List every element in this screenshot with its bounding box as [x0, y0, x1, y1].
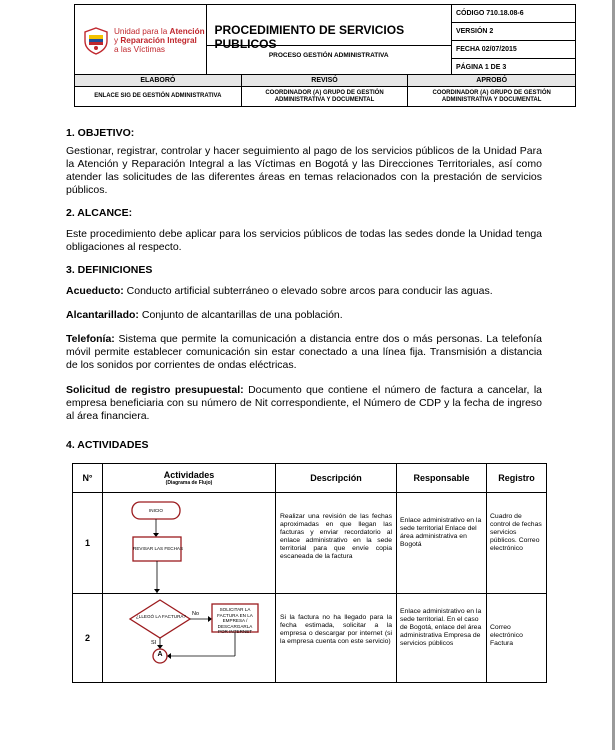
document-date: FECHA 02/07/2015	[452, 41, 575, 59]
definition-term: Solicitud de registro presupuestal:	[66, 384, 244, 396]
definition-text: Sistema que permite la comunicación a distancia entre dos o más personas. La telefonía móvil permite establecer comunicación sin estar conectado a una línea fija. Transmisión a distancia de los sonidos por corrientes de ondas eléctricas.	[66, 333, 542, 371]
row-registro: Cuadro de control de fechas servicios públicos. Correo electrónico	[487, 493, 547, 594]
definition-acueducto	[66, 285, 542, 298]
flow-connector-label: A	[157, 651, 163, 658]
col-header-descripcion: Descripción	[276, 464, 397, 493]
flow-start-label: INICIO	[148, 508, 164, 513]
process-name: PROCESO GESTIÓN ADMINISTRATIVA	[207, 45, 451, 65]
logo-text	[114, 27, 205, 54]
row-responsable: Enlace administrativo en la sede territorial. En el caso de Bogotá, enlace del área administrativa Empresa de servicios públicos	[397, 594, 487, 683]
row-registro: Correo electrónico Factura	[487, 594, 547, 683]
flowchart-cell	[103, 594, 276, 683]
flowchart-step-2	[103, 594, 275, 682]
definition-term: Alcantarillado:	[66, 309, 139, 321]
flow-decision-label: ¿LLEGÓ LA FACTURA?	[136, 614, 187, 619]
meta-cell	[451, 5, 575, 77]
sig-value-aprobo: COORDINADOR (A) GRUPO DE GESTIÓN ADMINISTRATIVA Y DOCUMENTAL	[408, 87, 576, 107]
logo-cell	[75, 5, 207, 77]
table-row	[73, 493, 547, 594]
row-number: 1	[73, 493, 103, 594]
unidad-victimas-logo	[83, 27, 203, 57]
col-header-responsable: Responsable	[397, 464, 487, 493]
flow-no-label: No	[192, 611, 200, 617]
col-header-act-sub: (Diagrama de Flujo)	[165, 480, 213, 486]
section-objetivo-text: Gestionar, registrar, controlar y hacer seguimiento al pago de los servicios públicos de la Unidad Para la Atención y Reparación Integral a las Víctimas en Bogotá y las Direcciones Territoriales, así como atender las solicitudes de las diferentes áreas en temas relacionados con la prestación de servicios públicos.	[66, 145, 542, 196]
flowchart-shapes	[103, 493, 276, 593]
document-code: CÓDIGO 710.18.08-6	[452, 5, 575, 23]
logo-line1-bold: Atención	[169, 27, 205, 36]
row-description: Realizar una revisión de las fechas aproximadas en que llegan las facturas y enviar recordatorio al enlace administrativo en la sede territorial para que envíe copia escaneada de la factura	[276, 493, 397, 594]
sig-value-reviso: COORDINADOR (A) GRUPO DE GESTIÓN ADMINISTRATIVA Y DOCUMENTAL	[241, 87, 408, 107]
section-alcance-text: Este procedimiento debe aplicar para los servicios públicos de todas las sedes donde la Unidad tenga obligaciones al respecto.	[66, 228, 542, 253]
flowchart-cell	[103, 493, 276, 594]
definition-telefonia	[66, 333, 542, 372]
row-number: 2	[73, 594, 103, 683]
logo-line2: y	[114, 36, 119, 45]
definition-term: Acueducto:	[66, 285, 124, 297]
row-description: Si la factura no ha llegado para la fecha estimada, solicitar a la empresa o descargar por internet (si la empresa cuenta con este servicio)	[276, 594, 397, 683]
document-header	[74, 4, 576, 77]
flow-action-label: SOLICITAR LA FACTURA EN LA EMPRESA / DESCARGARLA POR INTERNET	[217, 607, 253, 634]
activities-header-row	[73, 464, 547, 493]
section-definiciones-title: 3. DEFINICIONES	[66, 264, 153, 276]
section-alcance-title: 2. ALCANCE:	[66, 207, 133, 219]
colombia-seal-icon	[83, 27, 109, 55]
sig-header-elaboro: ELABORÓ	[75, 75, 242, 87]
flowchart-step-1	[103, 493, 275, 593]
document-version: VERSIÓN 2	[452, 23, 575, 41]
definition-text: Conjunto de alcantarillas de una población.	[138, 309, 343, 321]
logo-line2-bold: Reparación Integral	[120, 36, 197, 45]
sig-value-elaboro: ENLACE SIG DE GESTIÓN ADMINISTRATIVA	[75, 87, 242, 107]
col-header-act-label: Actividades	[163, 470, 215, 480]
page-number: PÁGINA 1 DE 3	[455, 64, 507, 71]
section-objetivo-title: 1. OBJETIVO:	[66, 127, 135, 139]
document-title: PROCEDIMIENTO DE SERVICIOS PUBLICOS	[214, 22, 405, 51]
col-header-num: N°	[73, 464, 103, 493]
signature-table	[74, 74, 576, 107]
definition-solicitud-registro	[66, 384, 542, 423]
section-actividades-title: 4. ACTIVIDADES	[66, 439, 149, 451]
row-responsable: Enlace administrativo en la sede territorial Enlace del área administrativa en Bogotá	[397, 493, 487, 594]
definition-text: Documento que contiene el número de factura a cancelar, la empresa beneficiaria con su número de Nit correspondiente, el Número de CDP y la fecha de ingreso al área financiera.	[66, 384, 543, 422]
logo-line1: Unidad para la	[114, 27, 168, 36]
title-cell	[206, 5, 451, 77]
sig-header-reviso: REVISÓ	[241, 75, 408, 87]
activities-table	[72, 463, 547, 683]
sig-header-aprobo: APROBÓ	[408, 75, 576, 87]
definition-text: Conducto artificial subterráneo o elevado sobre arcos para conducir las aguas.	[123, 285, 493, 297]
definition-term: Telefonía:	[66, 333, 115, 345]
col-header-actividades	[103, 464, 276, 493]
flow-step-label: REVISAR LAS FECHAS	[133, 546, 184, 551]
table-row	[73, 594, 547, 683]
col-header-registro: Registro	[487, 464, 547, 493]
flow-yes-label: SI	[151, 640, 157, 646]
logo-line3: a las Víctimas	[114, 45, 165, 54]
definition-alcantarillado	[66, 309, 542, 322]
